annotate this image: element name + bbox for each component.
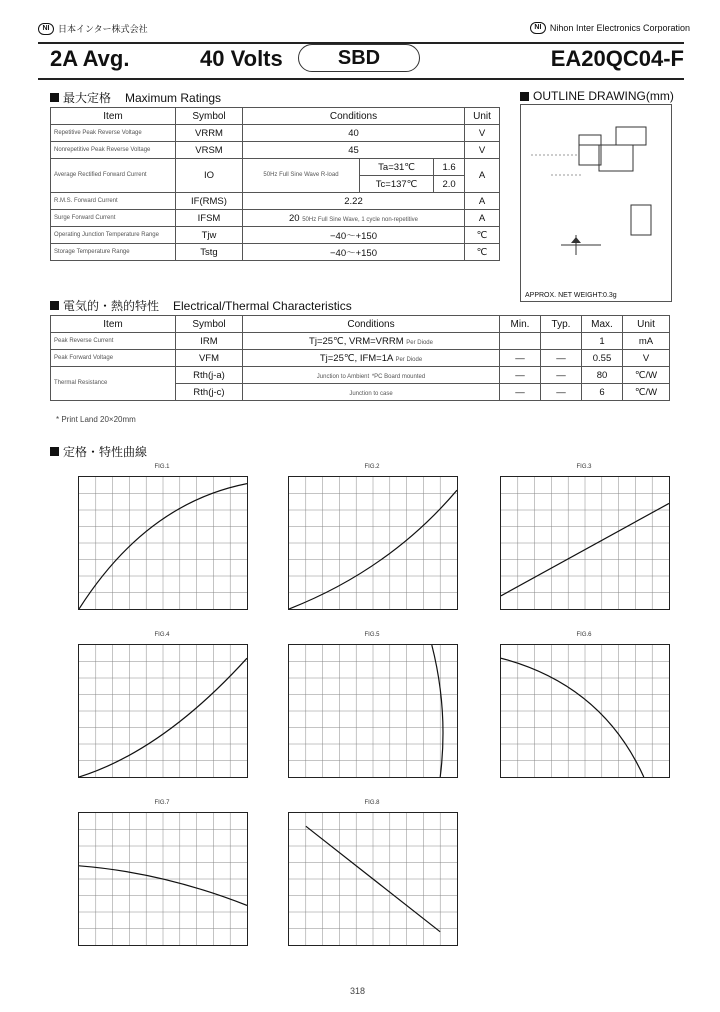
section-square-icon [520,92,529,101]
row-symbol: IFSM [176,210,243,227]
row-min [500,333,541,350]
fig-chart [78,644,248,778]
fig-label: FIG.4 [154,632,170,638]
row-cond-tc: Tc=137℃ [360,176,434,193]
row-max: 1 [582,333,623,350]
row-note: Per Diode [406,339,433,346]
col-conditions: Conditions [243,108,465,125]
row-unit: ℃ [465,227,500,244]
row-item: Operating Junction Temperature Range [54,231,159,238]
row-max: 6 [582,384,623,401]
section-square-icon [50,301,59,310]
fig-chart [500,476,670,610]
fig-label: FIG.5 [364,632,380,638]
row-symbol: IF(RMS) [176,193,243,210]
row-max: 0.55 [582,350,623,367]
outline-heading-text: OUTLINE DRAWING(mm) [533,89,674,103]
row-symbol: VRRM [176,125,243,142]
title-current: 2A Avg. [50,46,130,71]
fig-chart [288,476,458,610]
row-item: Repetitive Peak Reverse Voltage [54,129,142,136]
row-typ: — [541,350,582,367]
company-name-jp: 日本インター株式会社 [58,24,148,34]
row-unit: V [623,350,670,367]
col-item: Item [51,108,176,125]
fig-label: FIG.6 [576,632,592,638]
row-unit: A [465,159,500,193]
fig-label: FIG.3 [576,464,592,470]
company-name-en: Nihon Inter Electronics Corporation [549,23,690,33]
fig-label: FIG.2 [364,464,380,470]
row-cond: 20 [288,212,300,224]
elec-heading-jp: 電気的・熱的特性 [63,299,160,313]
outline-weight: APPROX. NET WEIGHT:0.3g [525,292,617,299]
row-min: — [500,350,541,367]
fig-chart [78,476,248,610]
row-val-ta: 1.6 [434,159,465,176]
row-typ [541,333,582,350]
row-unit: V [465,125,500,142]
outline-heading [520,89,674,103]
row-cond-ta: Ta=31℃ [360,159,434,176]
row-unit: mA [623,333,670,350]
row-unit: A [465,210,500,227]
row-item: Surge Forward Current [54,214,116,221]
row-symbol: Rth(j-c) [176,384,243,401]
row-symbol: Tjw [176,227,243,244]
fig-label: FIG.7 [154,800,170,806]
row-typ: — [541,384,582,401]
curves-heading-text: 定格・特性曲線 [63,445,148,459]
col-symbol: Symbol [176,316,243,333]
table-row [51,125,500,142]
row-cond: 45 [243,142,465,159]
page-number: 318 [350,986,366,996]
max-ratings-table [50,107,500,261]
col-max: Max. [582,316,623,333]
row-cond: −40〜+150 [243,244,465,261]
row-note: *PC Board mounted [371,373,426,380]
row-cond: Tj=25℃, VRM=VRRM [309,335,404,347]
section-square-icon [50,93,59,102]
row-item: Thermal Resistance [54,380,108,386]
max-ratings-heading-jp: 最大定格 [63,91,112,105]
outline-drawing [520,104,672,302]
row-max: 80 [582,367,623,384]
row-cond: Junction to case [349,390,393,397]
elec-heading-en: Electrical/Thermal Characteristics [173,298,352,313]
row-unit: ℃ [465,244,500,261]
title-voltage: 40 Volts [200,46,283,71]
table-row [51,159,500,176]
row-item: Peak Forward Voltage [54,354,114,361]
row-cond: 50Hz Full Sine Wave R-load [263,172,339,178]
row-note: Per Diode [395,356,423,363]
table-row [51,193,500,210]
fig-chart [288,812,458,946]
section-square-icon [50,447,59,456]
col-item: Item [51,316,176,333]
row-symbol: Rth(j-a) [176,367,243,384]
row-cond: Junction to Ambient [316,373,370,380]
col-unit: Unit [465,108,500,125]
fig-chart [78,812,248,946]
row-symbol: VRSM [176,142,243,159]
outline-drawing-svg [521,105,671,301]
footnote: * Print Land 20×20mm [56,415,136,424]
row-item: Nonrepetitive Peak Reverse Voltage [54,146,151,153]
row-symbol: IRM [176,333,243,350]
row-unit: ℃/W [623,367,670,384]
row-min: — [500,384,541,401]
row-cond: Tj=25℃, IFM=1A [319,352,393,364]
header-left [38,22,148,35]
row-cond-note: 50Hz Full Sine Wave, 1 cycle non-repetitive [302,216,419,223]
row-item: R.M.S. Forward Current [54,197,118,204]
col-symbol: Symbol [176,108,243,125]
fig-label: FIG.1 [154,464,170,470]
row-val-tc: 2.0 [434,176,465,193]
col-min: Min. [500,316,541,333]
row-cond: 40 [243,125,465,142]
row-item: Average Rectified Forward Current [54,172,147,178]
table-row [51,367,670,384]
row-min: — [500,367,541,384]
table-row [51,350,670,367]
fig-chart [288,644,458,778]
elec-heading [50,297,352,314]
fig-label: FIG.8 [364,800,380,806]
table-row [51,244,500,261]
title-type: SBD [298,44,420,72]
curves-heading [50,443,147,460]
row-item: Storage Temperature Range [54,248,130,255]
max-ratings-heading-en: Maximum Ratings [125,90,222,105]
row-unit: ℃/W [623,384,670,401]
company-logo-icon: NI [38,23,54,35]
fig-chart [500,644,670,778]
row-unit: A [465,193,500,210]
company-logo-icon-right: NI [530,22,546,34]
header-right [530,22,690,34]
row-symbol: VFM [176,350,243,367]
row-symbol: Tstg [176,244,243,261]
elec-table [50,315,670,401]
row-typ: — [541,367,582,384]
table-row [51,333,670,350]
table-row [51,142,500,159]
table-row [51,227,500,244]
row-unit: V [465,142,500,159]
row-item: Peak Reverse Current [54,337,114,344]
row-cond: 2.22 [243,193,465,210]
row-symbol: IO [176,159,243,193]
col-conditions: Conditions [243,316,500,333]
col-typ: Typ. [541,316,582,333]
table-row [51,210,500,227]
row-cond: −40〜+150 [243,227,465,244]
col-unit: Unit [623,316,670,333]
part-number: EA20QC04-F [550,46,684,71]
max-ratings-heading [50,89,221,106]
